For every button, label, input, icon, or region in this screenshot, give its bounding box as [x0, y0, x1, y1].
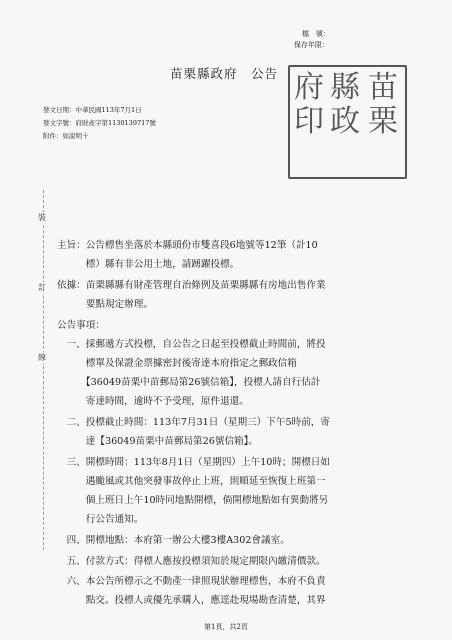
item-line: 二、投標截止時間：113年7月31日（星期三）下午5時前，寄 — [57, 417, 330, 428]
page-title: 苗栗縣政府 公告 — [170, 66, 279, 81]
item-line: 一、採郵遞方式投標，自公告之日起至投標截止時間前，將投 — [57, 339, 326, 350]
attachment-note: 附件：如說明十 — [43, 132, 89, 140]
item-line: 遇颱風或其他突發事故停止上班，則順延至恢復上班第一 — [57, 476, 326, 487]
margin-char-ding: 訂 — [38, 283, 46, 292]
seal-char: 栗 — [368, 104, 398, 139]
items-header: 公告事項： — [57, 320, 105, 331]
seal-char: 印 — [294, 104, 324, 139]
item-line: 六、本公告所標示之不動產一律照現狀辦理標售，本府不負責 — [57, 576, 326, 587]
file-number-label: 檔 號： — [302, 30, 330, 38]
item-line: 行公告通知。 — [57, 514, 144, 525]
retention-label: 保存年限： — [294, 41, 329, 49]
item-line: 三、開標時間：113年8月1日（星期四）上午10時；開標日如 — [57, 457, 330, 468]
document-body — [57, 236, 405, 576]
basis-line: 依據：苗栗縣縣有財產管理自治條例及苗栗縣縣有房地出售作業 — [57, 280, 326, 291]
basis-line: 要點規定辦理。 — [57, 299, 153, 310]
margin-char-xian: 線 — [38, 353, 46, 362]
seal-char: 政 — [330, 104, 360, 139]
item-line: 點交。投標人或優先承購人，應逕赴現場勘查清楚，其界 — [57, 595, 326, 606]
binding-line — [43, 190, 44, 550]
subject-line: 標）縣有非公用土地，請踴躍投標。 — [57, 259, 240, 270]
issue-date: 發文日期：中華民國113年7月1日 — [43, 106, 142, 114]
document-body-continued — [57, 572, 405, 612]
item-line: 寄達時間，逾時不予受理，原件退還。 — [57, 396, 249, 407]
seal-char: 府 — [294, 70, 324, 105]
page-footer: 第1頁，共2頁 — [204, 623, 248, 631]
seal-char: 縣 — [330, 70, 360, 105]
document-number: 發文字號：府財產字第1130139717號 — [43, 119, 156, 127]
margin-char-zhuang: 裝 — [38, 213, 46, 222]
item-line: 標單及保證金票據密封後寄達本府指定之郵政信箱 — [57, 358, 297, 369]
item-line: 四、開標地點：本府第一辦公大樓3樓A302會議室。 — [57, 535, 290, 546]
item-line: 達【36049苗栗中苗郵局第26號信箱】。 — [57, 436, 259, 447]
official-seal — [288, 65, 407, 179]
subject-line: 主旨：公告標售坐落於本縣頭份市雙喜段6地號等12筆（計10 — [57, 240, 318, 251]
item-line: 個上班日上午10時同地點開標，倘開標地點如有異動將另 — [57, 495, 329, 506]
seal-char: 苗 — [368, 70, 398, 105]
item-line: 【36049苗栗中苗郵局第26號信箱】，投標人請自行估計 — [57, 377, 321, 388]
item-line: 五、付款方式：得標人應按投標須知於規定期限內繳清價款。 — [57, 556, 326, 567]
